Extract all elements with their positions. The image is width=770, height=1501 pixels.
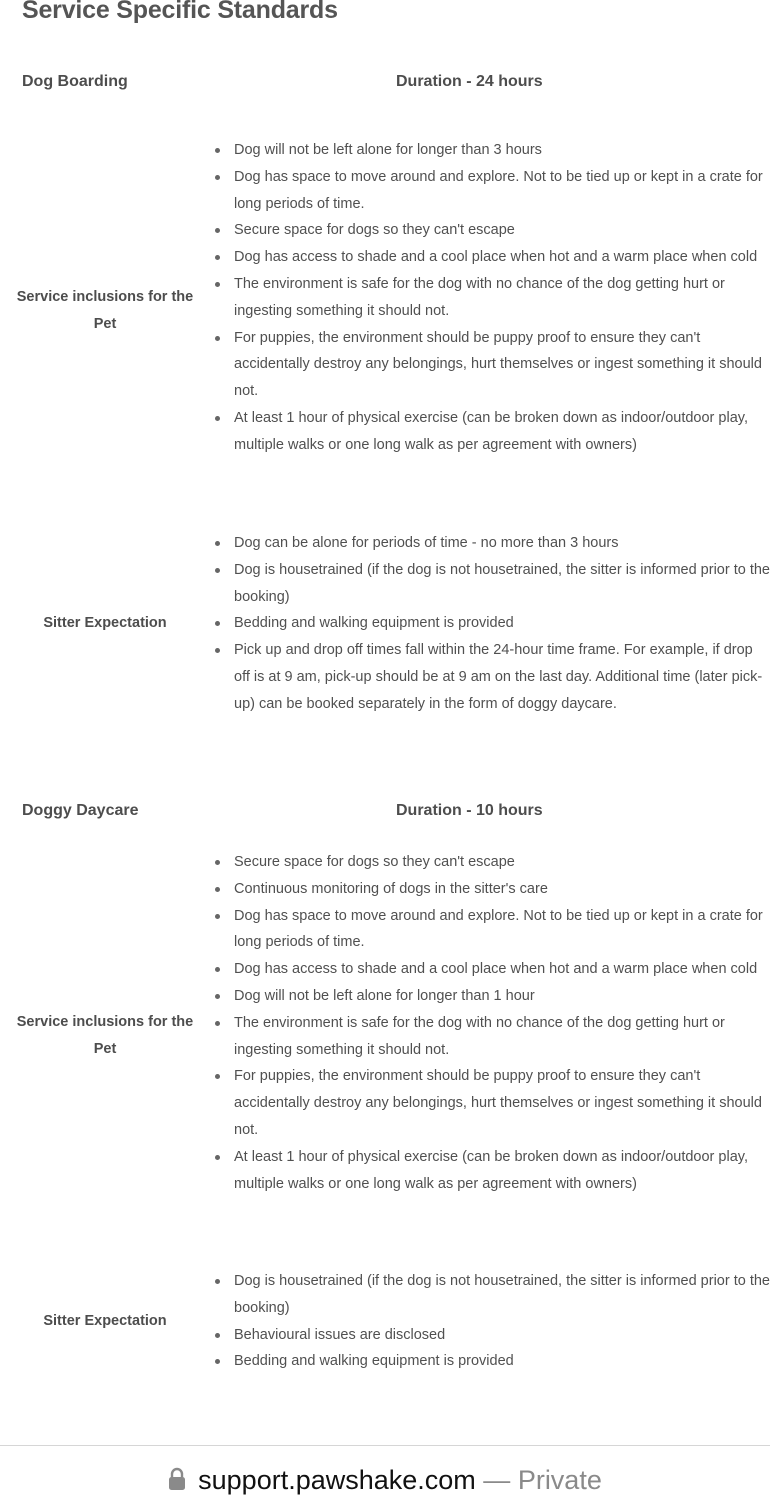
list-item: Dog has access to shade and a cool place when hot and a warm place when cold [214, 244, 770, 271]
inclusions-list [214, 137, 770, 459]
list-item: Pick up and drop off times fall within the 24-hour time frame. For example, if drop off is at 9 am, pick-up should be at 9 am on the last day. Additional time (later pick-up) can be booked separately in the form of doggy daycare. [214, 637, 770, 717]
inclusions-label: Service inclusions for the Pet [16, 1014, 194, 1057]
list-item: Bedding and walking equipment is provided [214, 610, 770, 637]
list-item: For puppies, the environment should be puppy proof to ensure they can't accidentally destroy any belongings, hurt themselves or ingest something it should not. [214, 1063, 770, 1143]
list-item: Behavioural issues are disclosed [214, 1322, 770, 1349]
list-item: Bedding and walking equipment is provided [214, 1348, 770, 1375]
duration-doggy-daycare: Duration - 10 hours [396, 802, 543, 819]
list-item: Dog is housetrained (if the dog is not housetrained, the sitter is informed prior to the booking) [214, 557, 770, 611]
page-title: Service Specific Standards [22, 0, 338, 24]
service-name-dog-boarding: Dog Boarding [22, 73, 128, 90]
inclusions-label: Service inclusions for the Pet [16, 289, 194, 332]
list-item: Dog can be alone for periods of time - no more than 3 hours [214, 530, 770, 557]
address-bar[interactable] [0, 1445, 770, 1501]
list-item: Dog is housetrained (if the dog is not housetrained, the sitter is informed prior to the booking) [214, 1268, 770, 1322]
list-item: Dog has space to move around and explore. Not to be tied up or kept in a crate for long periods of time. [214, 903, 770, 957]
privacy-label: Private [517, 1465, 602, 1495]
list-item: Secure space for dogs so they can't escape [214, 217, 770, 244]
list-item: Dog has access to shade and a cool place when hot and a warm place when cold [214, 956, 770, 983]
address-display[interactable] [0, 1465, 770, 1496]
list-item: For puppies, the environment should be puppy proof to ensure they can't accidentally destroy any belongings, hurt themselves or ingest something it should not. [214, 325, 770, 405]
list-item: Dog has space to move around and explore. Not to be tied up or kept in a crate for long periods of time. [214, 164, 770, 218]
list-item: The environment is safe for the dog with no chance of the dog getting hurt or ingesting something it should not. [214, 1010, 770, 1064]
list-item: Continuous monitoring of dogs in the sitter's care [214, 876, 770, 903]
service-name-doggy-daycare: Doggy Daycare [22, 802, 139, 819]
list-item: Dog will not be left alone for longer than 3 hours [214, 137, 770, 164]
list-item: Secure space for dogs so they can't escape [214, 849, 770, 876]
list-item: At least 1 hour of physical exercise (can be broken down as indoor/outdoor play, multiple walks or one long walk as per agreement with owners) [214, 1144, 770, 1198]
url-separator: — [475, 1465, 518, 1495]
duration-dog-boarding: Duration - 24 hours [396, 73, 543, 90]
expectations-list [214, 1268, 770, 1375]
list-item: Dog will not be left alone for longer than 1 hour [214, 983, 770, 1010]
expectation-label: Sitter Expectation [43, 1313, 167, 1329]
lock-icon [168, 1467, 186, 1491]
expectation-label: Sitter Expectation [43, 615, 167, 631]
list-item: At least 1 hour of physical exercise (can be broken down as indoor/outdoor play, multiple walks or one long walk as per agreement with owners) [214, 405, 770, 459]
list-item: The environment is safe for the dog with no chance of the dog getting hurt or ingesting something it should not. [214, 271, 770, 325]
expectations-list [214, 530, 770, 718]
inclusions-list [214, 849, 770, 1197]
url-domain: support.pawshake.com [198, 1465, 476, 1495]
